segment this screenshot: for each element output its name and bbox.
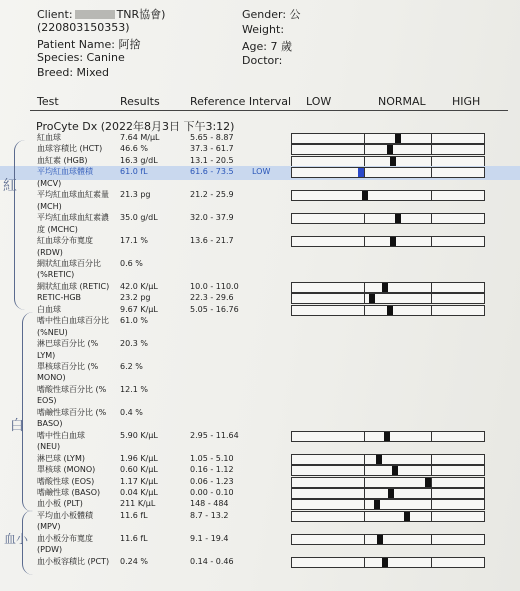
range-bar-high-divider: [431, 168, 432, 177]
range-bar-high-divider: [431, 283, 432, 292]
reference-interval: 8.7 - 13.2: [190, 510, 229, 520]
test-name: BASO): [37, 419, 63, 429]
test-name: LYM): [37, 350, 56, 360]
test-name: MONO): [37, 373, 66, 383]
range-marker: [369, 294, 375, 303]
reference-interval: 148 - 484: [190, 499, 229, 509]
test-name: (MPV): [37, 522, 61, 532]
range-bar-low-divider: [364, 455, 365, 464]
range-bar: [291, 305, 485, 316]
test-name: 單核球百分比 (%: [37, 362, 99, 371]
range-marker: [382, 283, 388, 292]
range-bar-high-divider: [431, 558, 432, 567]
range-bar-high-divider: [431, 535, 432, 544]
range-bar-high-divider: [431, 294, 432, 303]
range-bar-high-divider: [431, 489, 432, 498]
range-marker: [374, 500, 380, 509]
client-prefix: Client:: [37, 8, 73, 21]
result-value: 17.1 %: [120, 236, 148, 246]
result-value: 1.17 K/µL: [120, 476, 158, 486]
reference-interval: 21.2 - 25.9: [190, 190, 234, 200]
result-value: 0.04 K/µL: [120, 487, 158, 497]
range-marker: [425, 478, 431, 487]
handwritten-note-plt: 血小: [4, 532, 29, 546]
result-value: 16.3 g/dL: [120, 155, 158, 165]
range-marker: [382, 558, 388, 567]
reference-interval: 9.1 - 19.4: [190, 533, 229, 543]
range-bar-low-divider: [364, 283, 365, 292]
client-line: [37, 6, 165, 22]
range-bar: [291, 236, 485, 247]
range-bar-low-divider: [364, 432, 365, 441]
result-value: 1.96 K/µL: [120, 453, 158, 463]
range-bar-high-divider: [431, 466, 432, 475]
test-name: 嗜鹼性球 (BASO): [37, 487, 101, 497]
col-reference: Reference Interval: [190, 95, 292, 108]
test-name: 血球容積比 (HCT): [37, 144, 103, 154]
reference-interval: 0.06 - 1.23: [190, 476, 234, 486]
section-title: ProCyte Dx (2022年8月3日 下午3:12): [36, 120, 235, 133]
result-value: 7.64 M/µL: [120, 133, 160, 142]
test-name: 血小板 (PLT): [37, 499, 83, 509]
reference-interval: 1.05 - 5.10: [190, 453, 234, 463]
range-bar-low-divider: [364, 294, 365, 303]
range-bar-low-divider: [364, 134, 365, 143]
species: Species: Canine: [37, 51, 125, 64]
range-bar-high-divider: [431, 512, 432, 521]
range-marker: [362, 191, 368, 200]
range-bar-low-divider: [364, 478, 365, 487]
reference-interval: 5.65 - 8.87: [190, 133, 234, 142]
doctor: Doctor:: [242, 54, 283, 67]
reference-interval: 61.6 - 73.5: [190, 167, 234, 177]
range-bar-high-divider: [431, 145, 432, 154]
range-bar-high-divider: [431, 432, 432, 441]
range-bar-low-divider: [364, 500, 365, 509]
reference-interval: 22.3 - 29.6: [190, 293, 234, 303]
test-name: 淋巴球百分比 (%: [37, 339, 99, 349]
range-bar-low-divider: [364, 168, 365, 177]
range-bar: [291, 465, 485, 476]
range-bar: [291, 213, 485, 224]
range-marker: [388, 489, 394, 498]
range-bar-high-divider: [431, 157, 432, 166]
result-value: 21.3 pg: [120, 190, 151, 200]
range-bar: [291, 156, 485, 167]
result-value: 12.1 %: [120, 384, 148, 394]
handwritten-note-white: 白: [10, 418, 24, 434]
col-normal: NORMAL: [378, 95, 426, 108]
col-high: HIGH: [452, 95, 481, 108]
test-name: 白血球: [37, 304, 61, 314]
result-value: 0.24 %: [120, 556, 148, 566]
range-bar-high-divider: [431, 191, 432, 200]
test-name: (%RETIC): [37, 270, 75, 280]
test-name: 平均血小板體積: [37, 510, 93, 520]
test-name: 血小板分布寬度: [37, 533, 93, 543]
weight: Weight:: [242, 23, 285, 36]
redacted-block: [75, 10, 115, 19]
reference-interval: 32.0 - 37.9: [190, 213, 234, 223]
range-bar: [291, 534, 485, 545]
range-bar: [291, 488, 485, 499]
range-marker: [384, 432, 390, 441]
range-marker: [404, 512, 410, 521]
test-name: (PDW): [37, 545, 63, 555]
range-marker: [395, 134, 401, 143]
range-marker: [392, 466, 398, 475]
reference-interval: 37.3 - 61.7: [190, 144, 234, 154]
test-name: 淋巴球 (LYM): [37, 453, 85, 463]
range-bar-high-divider: [431, 500, 432, 509]
range-bar: [291, 511, 485, 522]
range-bar: [291, 454, 485, 465]
result-row: [0, 556, 520, 570]
reference-interval: 0.14 - 0.46: [190, 556, 234, 566]
test-name: (RDW): [37, 247, 63, 257]
test-name: 平均紅血球體積: [37, 167, 93, 177]
header-rule: [30, 110, 508, 111]
reference-interval: 0.00 - 0.10: [190, 487, 234, 497]
result-value: 61.0 fL: [120, 167, 148, 177]
range-bar: [291, 167, 485, 178]
test-name: (MCH): [37, 201, 62, 211]
col-low: LOW: [306, 95, 332, 108]
range-bar-low-divider: [364, 306, 365, 315]
test-name: 血紅素 (HGB): [37, 155, 88, 165]
range-marker: [387, 145, 393, 154]
patient-name: Patient Name: 阿捨: [37, 38, 141, 51]
result-value: 0.60 K/µL: [120, 465, 158, 475]
handwritten-bracket-white: [22, 312, 33, 512]
range-bar-high-divider: [431, 455, 432, 464]
test-name: (%NEU): [37, 327, 68, 337]
range-bar: [291, 282, 485, 293]
col-test: Test: [37, 95, 59, 108]
result-value: 23.2 pg: [120, 293, 151, 303]
test-name: 紅血球分布寬度: [37, 236, 93, 246]
range-bar-low-divider: [364, 237, 365, 246]
breed: Breed: Mixed: [37, 66, 110, 79]
result-value: 61.0 %: [120, 316, 148, 326]
range-bar-high-divider: [431, 134, 432, 143]
range-bar-low-divider: [364, 558, 365, 567]
test-name: 度 (MCHC): [37, 224, 78, 234]
result-value: 46.6 %: [120, 144, 148, 154]
range-bar: [291, 499, 485, 510]
result-value: 9.67 K/µL: [120, 304, 158, 314]
age: Age: 7 歲: [242, 40, 292, 53]
result-value: 35.0 g/dL: [120, 213, 158, 223]
reference-interval: 5.05 - 16.76: [190, 304, 239, 314]
result-value: 11.6 fL: [120, 533, 148, 543]
reference-interval: 13.6 - 21.7: [190, 236, 234, 246]
range-bar: [291, 557, 485, 568]
range-bar: [291, 431, 485, 442]
result-value: 5.90 K/µL: [120, 430, 158, 440]
result-value: 20.3 %: [120, 339, 148, 349]
range-bar: [291, 144, 485, 155]
result-value: 0.6 %: [120, 258, 143, 268]
test-name: 嗜酸性球百分比 (%: [37, 384, 107, 394]
range-bar-low-divider: [364, 535, 365, 544]
range-bar-high-divider: [431, 214, 432, 223]
reference-interval: 13.1 - 20.5: [190, 155, 234, 165]
reference-interval: 2.95 - 11.64: [190, 430, 239, 440]
result-value: 211 K/µL: [120, 499, 156, 509]
test-name: RETIC-HGB: [37, 293, 82, 303]
handwritten-note-red: 紅: [3, 178, 17, 194]
test-name: 血小板容積比 (PCT): [37, 556, 110, 566]
range-marker: [358, 168, 364, 177]
test-name: 網狀紅血球百分比: [37, 258, 101, 268]
range-marker: [390, 157, 396, 166]
test-name: 嗜中性白血球百分比: [37, 316, 109, 326]
range-marker: [376, 455, 382, 464]
test-name: (MCV): [37, 178, 62, 188]
test-name: 網狀紅血球 (RETIC): [37, 281, 110, 291]
range-bar: [291, 477, 485, 488]
reference-interval: 0.16 - 1.12: [190, 465, 234, 475]
test-name: 嗜鹼性球百分比 (%: [37, 407, 107, 417]
range-bar-high-divider: [431, 237, 432, 246]
range-marker: [395, 214, 401, 223]
client-suffix: TNR協會): [116, 8, 166, 21]
reference-interval: 10.0 - 110.0: [190, 281, 239, 291]
range-bar-high-divider: [431, 478, 432, 487]
test-name: EOS): [37, 396, 57, 406]
test-name: 嗜中性白血球: [37, 430, 85, 440]
result-value: 6.2 %: [120, 362, 143, 371]
test-name: 紅血球: [37, 133, 61, 142]
range-marker: [377, 535, 383, 544]
range-bar: [291, 293, 485, 304]
range-marker: [390, 237, 396, 246]
range-bar: [291, 190, 485, 201]
range-bar-low-divider: [364, 489, 365, 498]
result-value: 11.6 fL: [120, 510, 148, 520]
flag-label: LOW: [252, 167, 271, 177]
gender: Gender: 公: [242, 8, 301, 21]
test-name: (NEU): [37, 442, 61, 452]
range-bar-low-divider: [364, 512, 365, 521]
test-name: 單核球 (MONO): [37, 465, 96, 475]
test-name: 平均紅血球血紅素量: [37, 190, 109, 200]
result-value: 0.4 %: [120, 407, 143, 417]
test-name: 嗜酸性球 (EOS): [37, 476, 95, 486]
handwritten-bracket-red: [14, 140, 25, 310]
test-name: 平均紅血球血紅素濃: [37, 213, 109, 223]
range-bar-low-divider: [364, 214, 365, 223]
range-bar-high-divider: [431, 306, 432, 315]
client-id: (220803150353): [37, 21, 130, 34]
range-bar-low-divider: [364, 466, 365, 475]
range-bar-low-divider: [364, 145, 365, 154]
range-bar: [291, 133, 485, 144]
result-value: 42.0 K/µL: [120, 281, 158, 291]
col-results: Results: [120, 95, 160, 108]
range-marker: [387, 306, 393, 315]
range-bar-low-divider: [364, 157, 365, 166]
